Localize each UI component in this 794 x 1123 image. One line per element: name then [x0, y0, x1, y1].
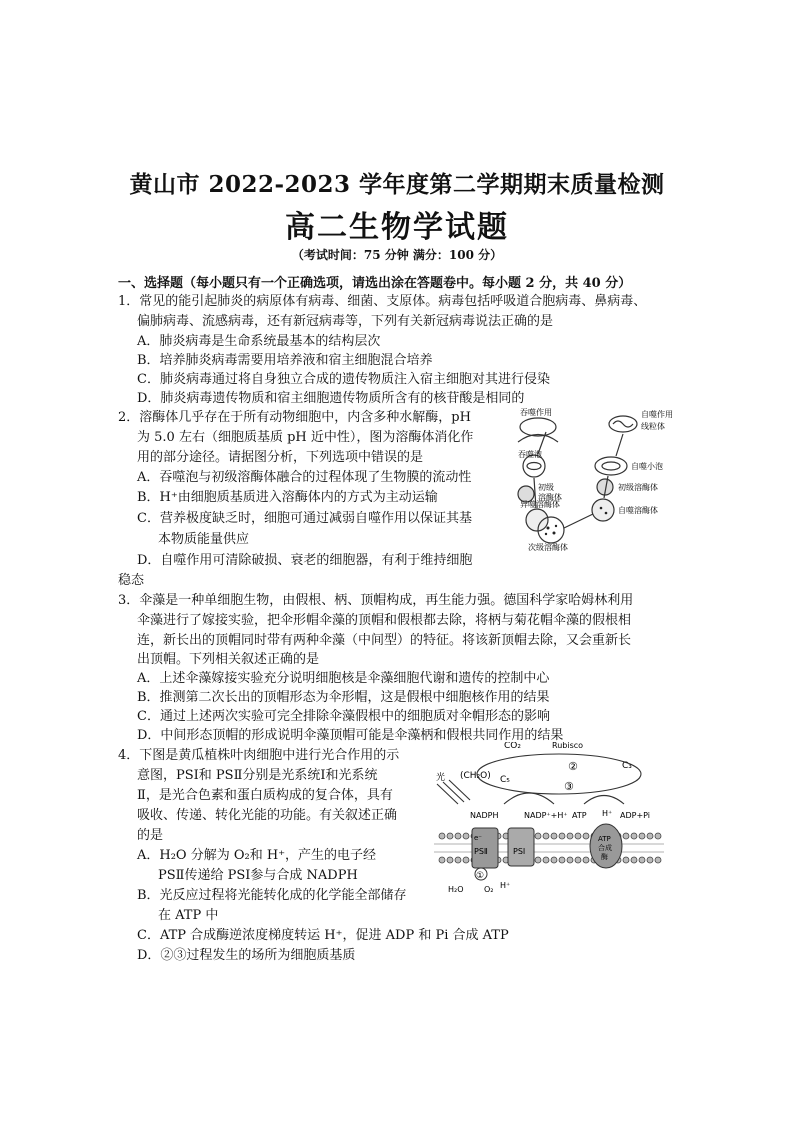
q3-stem-line4: 出顶帽。下列相关叙述正确的是	[137, 652, 320, 667]
fig-label-mitochondrion: 线粒体	[641, 422, 665, 431]
fig-label-heterolysosome: 异噬溶酶体	[520, 500, 560, 509]
q1-stem-line2: 偏肺病毒、流感病毒，还有新冠病毒等，下列有关新冠病毒说法正确的是	[137, 314, 554, 329]
section-heading: 一、选择题（每小题只有一个正确选项，请选出涂在答题卷中。每小题 2 分，共 40 分）	[118, 276, 632, 291]
q4-stem-line3: Ⅱ，是光合色素和蛋白质构成的复合体，具有	[137, 788, 393, 803]
q1-option-b: B．培养肺炎病毒需要用培养液和宿主细胞混合培养	[137, 353, 433, 368]
fig-label-primary-l1: 初级	[538, 483, 554, 492]
atp-arc	[584, 796, 624, 805]
q3-option-c: C．通过上述两次实验可完全排除伞藻假根中的细胞质对伞帽形态的影响	[137, 709, 550, 724]
autophagic-vesicle-inner	[602, 462, 620, 470]
fig-label-step1: ①	[476, 871, 485, 881]
fig-label-nadph: NADPH	[470, 811, 499, 820]
q3-stem-line1: 3．伞藻是一种单细胞生物，由假根、柄、顶帽构成，再生能力强。德国科学家哈姆林利用	[118, 593, 634, 608]
q4-stem-line2: 意图，PSⅠ和 PSⅡ分别是光系统Ⅰ和光系统	[137, 768, 378, 783]
q1-option-d: D．肺炎病毒遗传物质和宿主细胞遗传物质所含有的核苷酸是相同的	[137, 391, 525, 406]
q2-option-d-line1: D．自噬作用可清除破损、衰老的细胞器，有利于维持细胞	[137, 553, 473, 568]
q3-option-d: D．中间形态顶帽的形成说明伞藻顶帽可能是伞藻柄和假根共同作用的结果	[137, 728, 564, 743]
fig-label-phagosome: 吞噬泡	[518, 450, 542, 459]
phagosome-content	[527, 463, 541, 470]
q2-option-c-line1: C．营养极度缺乏时，细胞可通过减弱自噬作用以保证其基	[137, 511, 472, 526]
q2-stem-line2: 为 5.0 左右（细胞质基质 pH 近中性），图为溶酶体消化作	[137, 430, 474, 445]
q3-stem-line3: 连，新长出的顶帽同时带有两种伞藻（中间型）的特征。将该新顶帽去除，又会重新长	[137, 633, 632, 648]
q3-stem-line2: 伞藻进行了嫁接实验，把伞形帽伞藻的顶帽和假根都去除，将柄与菊花帽伞藻的假根相	[137, 613, 632, 628]
paper-title: 高二生物学试题	[285, 210, 509, 245]
q1-stem-line1: 1．常见的能引起肺炎的病原体有病毒、细菌、支原体。病毒包括呼吸道合胞病毒、鼻病毒、	[118, 294, 647, 309]
fig-label-light: 光	[436, 773, 446, 783]
mitochondrion-cristae	[613, 421, 633, 427]
q2-option-a: A．吞噬泡与初级溶酶体融合的过程体现了生物膜的流动性	[137, 470, 472, 485]
fig-label-autophagy: 自噬作用	[641, 410, 673, 419]
q4-option-a-line1: A．H₂O 分解为 O₂和 H⁺，产生的电子经	[137, 848, 377, 863]
fig-label-hplus-bottom: H⁺	[500, 881, 511, 890]
photosynthesis-diagram	[434, 742, 664, 902]
fig-label-atp-synthase-3: 酶	[601, 853, 608, 861]
fig-label-rubisco: Rubisco	[552, 742, 584, 750]
lysosome-diagram	[508, 402, 708, 552]
fig-label-adp: ADP+Pi	[620, 811, 651, 820]
fig-label-nadp: NADP⁺+H⁺	[524, 811, 568, 820]
fig-label-atp-synthase-2: 合成	[598, 844, 612, 852]
autophagic-vesicle-shape	[595, 457, 627, 475]
heterolysosome-shape	[526, 509, 548, 531]
fig-label-ps1: PSⅠ	[513, 847, 526, 856]
fig-label-atp-synthase-1: ATP	[598, 835, 611, 843]
q4-option-c: C．ATP 合成酶逆浓度梯度转运 H⁺，促进 ADP 和 Pi 合成 ATP	[137, 928, 509, 943]
q3-option-b: B．推测第二次长出的顶帽形态为伞形帽，这是假根中细胞核作用的结果	[137, 690, 550, 705]
q2-stem-line1: 2．溶酶体几乎存在于所有动物细胞中，内含多种水解酶，pH	[118, 410, 471, 425]
fig-label-o2: O₂	[484, 885, 494, 894]
fig-label-co2: CO₂	[504, 742, 521, 751]
q4-stem-line4: 吸收、传递、转化光能的功能。有关叙述正确	[137, 808, 398, 823]
fig-label-step2: ②	[568, 760, 578, 773]
autolysosome-shape	[592, 499, 614, 521]
q4-option-d: D．②③过程发生的场所为细胞质基质	[137, 948, 356, 963]
fig-label-autolysosome: 自噬溶酶体	[618, 506, 658, 515]
fig-label-step3: ③	[564, 780, 574, 793]
q4-option-b-line1: B．光反应过程将光能转化成的化学能全部储存	[137, 888, 407, 903]
q4-option-a-line2: PSⅡ传递给 PSⅠ参与合成 NADPH	[158, 868, 358, 883]
arrow-to-secondary	[564, 514, 593, 528]
q4-option-b-line2: 在 ATP 中	[158, 908, 219, 923]
calvin-cycle-loop	[477, 754, 641, 794]
fig-label-atp: ATP	[572, 811, 587, 820]
fig-label-electron: e⁻	[474, 834, 483, 842]
q1-option-c: C．肺炎病毒通过将自身独立合成的遗传物质注入宿主细胞对其进行侵染	[137, 372, 550, 387]
fig-label-h2o: H₂O	[448, 885, 464, 894]
fig-label-secondary-lysosome: 次级溶酶体	[528, 543, 568, 552]
fig-label-phagocytosis: 吞噬作用	[520, 408, 552, 417]
q3-option-a: A．上述伞藻嫁接实验充分说明细胞核是伞藻细胞代谢和遗传的控制中心	[137, 671, 550, 686]
exam-title: 黄山市 2022-2023 学年度第二学期期末质量检测	[129, 171, 665, 198]
q2-stem-line3: 用的部分途径。请据图分析，下列选项中错误的是	[137, 450, 424, 465]
q4-stem-line5: 的是	[137, 828, 164, 843]
fig-label-hplus-top: H⁺	[602, 809, 613, 818]
bacterium-shape	[520, 418, 556, 436]
fig-label-c5: C₅	[500, 775, 510, 785]
q2-option-b: B．H⁺由细胞质基质进入溶酶体内的方式为主动运输	[137, 490, 438, 505]
q2-option-d-line2: 稳态	[118, 573, 145, 588]
q4-stem-line1: 4．下图是黄瓜植株叶肉细胞中进行光合作用的示	[118, 748, 400, 763]
fig-label-ps2: PSⅡ	[474, 847, 488, 856]
q1-option-a: A．肺炎病毒是生命系统最基本的结构层次	[137, 334, 381, 349]
arrow-auto-1	[616, 434, 623, 456]
fig-label-ch2o: (CH₂O)	[460, 771, 491, 781]
q2-option-c-line2: 本物质能量供应	[158, 532, 250, 547]
fig-label-autophagic-vesicle: 自噬小泡	[631, 462, 663, 471]
nadph-arc	[504, 793, 554, 804]
fig-label-primary-lysosome: 初级溶酶体	[618, 483, 658, 492]
fig-label-primary-l2: 溶酶体	[538, 493, 562, 502]
exam-info: （考试时间：75 分钟 满分：100 分）	[291, 248, 503, 262]
fig-label-c3: C₃	[622, 761, 632, 771]
